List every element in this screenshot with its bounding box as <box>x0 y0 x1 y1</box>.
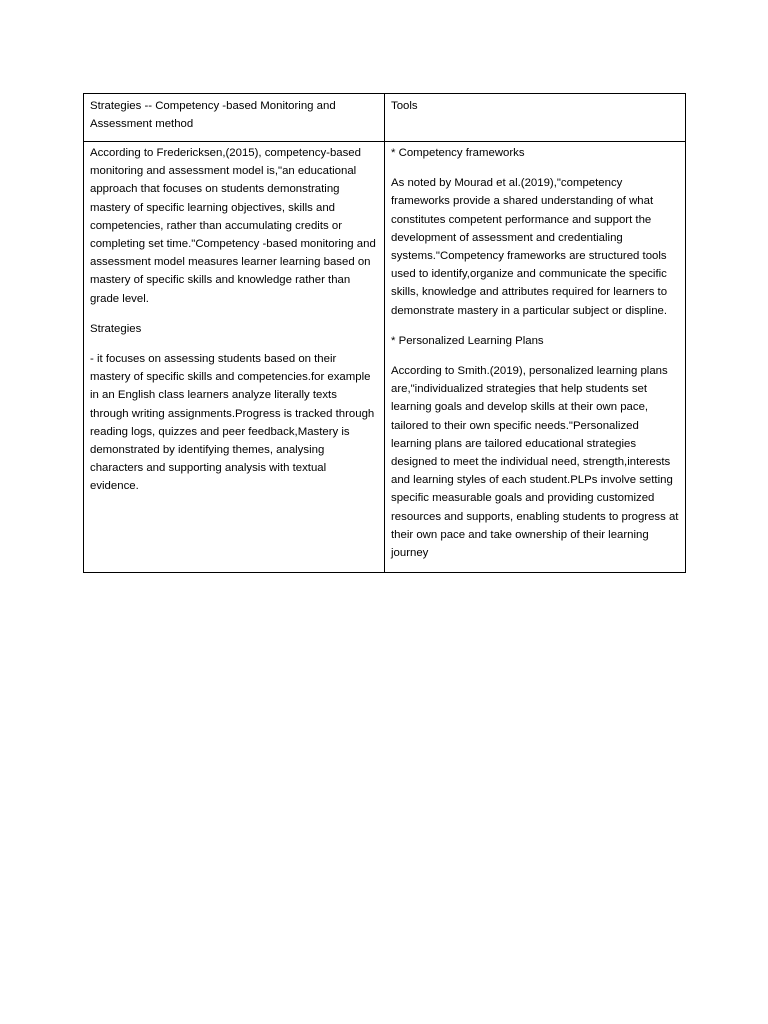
tools-cell <box>385 142 686 573</box>
fredericksen-definition-paragraph: According to Fredericksen,(2015), competency-based monitoring and assessment model is,"an educational approach that focuses on students demonstrating mastery of specific learning objectives, skills and competencies, rather than accumulating credits or completing set time."Competency -based monitoring and assessment model measures learner learning based on mastery of specific skills and knowledge rather than grade level. <box>90 147 376 305</box>
table-header-row <box>84 94 686 142</box>
competency-frameworks-heading: * Competency frameworks <box>391 147 525 159</box>
personalized-learning-plans-heading: * Personalized Learning Plans <box>391 334 544 347</box>
table-body-row <box>84 142 686 573</box>
strategies-description-paragraph: - it focuses on assessing students based on their mastery of specific skills and competencies.for example in an English class learners analyze literally texts through writing assignments.Progress is tracked through reading logs, quizzes and peer feedback,Mastery is demonstrated by identifying themes, analysing characters and supporting analysis with textual evidence. <box>90 353 375 493</box>
strategies-subheading: Strategies <box>90 322 142 335</box>
competency-frameworks-paragraph: As noted by Mourad et al.(2019),"competency frameworks provide a shared understanding of what constitutes competent performance and support the development of assessment and credentialing systems."Competency frameworks are structured tools used to identify,organize and communicate the specific skills, knowledge and attributes required for learners to demonstrate mastery in a particular subject or displine. <box>391 177 668 317</box>
header-cell-tools: Tools <box>385 94 686 142</box>
personalized-learning-plans-paragraph: According to Smith.(2019), personalized learning plans are,"individualized strategies that help students set learning goals and develop skills at their own pace, tailored to their own specific needs."Personalized learning plans are tailored educational strategies designed to meet the individual need, strength,interests and learning styles of each student.PLPs involve setting specific measurable goals and providing customized resources and supports, enabling students to progress at their own pace and take ownership of their learning journey <box>391 365 679 560</box>
header-cell-strategies: Strategies -- Competency -based Monitoring and Assessment method <box>84 94 385 142</box>
strategies-tools-table <box>83 93 686 573</box>
strategies-cell <box>84 142 385 573</box>
